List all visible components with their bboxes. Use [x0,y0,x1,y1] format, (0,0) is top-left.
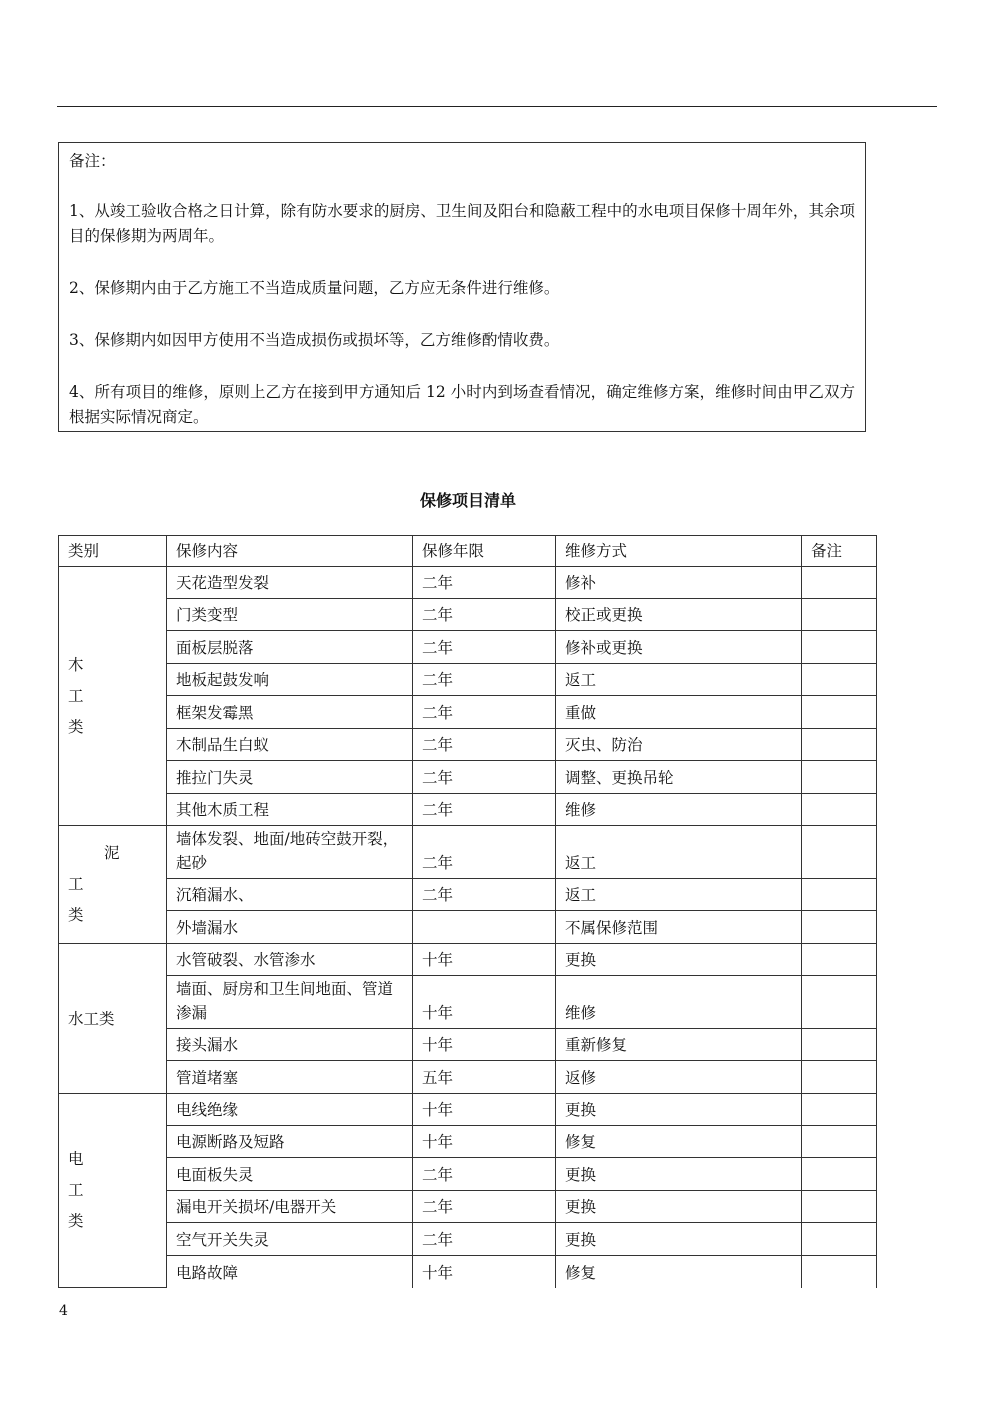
row-note [802,729,877,761]
row-period: 五年 [413,1061,556,1094]
row-content: 面板层脱落 [167,631,413,664]
row-note [802,794,877,826]
notes-box [58,142,866,432]
header-rule [57,106,937,107]
row-content: 电线绝缘 [167,1094,413,1126]
notes-item-1: 1、从竣工验收合格之日计算，除有防水要求的厨房、卫生间及阳台和隐蔽工程中的水电项目保修十周年外，其余项目的保修期为两周年。 [69,202,855,245]
row-content: 管道堵塞 [167,1061,413,1094]
row-period [413,911,556,944]
table-row [59,729,877,761]
row-method: 更换 [556,1191,802,1223]
row-content: 外墙漏水 [167,911,413,944]
row-method: 校正或更换 [556,599,802,631]
row-method: 维修 [556,794,802,826]
table-row [59,1223,877,1256]
row-note [802,631,877,664]
row-method: 更换 [556,1223,802,1256]
row-content: 电源断路及短路 [167,1126,413,1158]
row-method: 重新修复 [556,1029,802,1061]
row-content: 漏电开关损坏/电器开关 [167,1191,413,1223]
row-method: 更换 [556,1094,802,1126]
row-period: 二年 [413,879,556,911]
row-period: 二年 [413,696,556,729]
row-content: 墙体发裂、地面/地砖空鼓开裂，起砂 [167,826,413,879]
row-note [802,1256,877,1288]
table-row [59,567,877,599]
table-title: 保修项目清单 [419,491,516,510]
row-method: 修复 [556,1256,802,1288]
row-method: 返工 [556,664,802,696]
table-row [59,664,877,696]
notes-item-2: 2、保修期内由于乙方施工不当造成质量问题，乙方应无条件进行维修。 [69,279,560,297]
row-period: 二年 [413,567,556,599]
row-content: 门类变型 [167,599,413,631]
row-note [802,1094,877,1126]
row-method: 维修 [556,976,802,1029]
row-content: 天花造型发裂 [167,567,413,599]
table-row [59,976,877,1029]
table-row [59,1126,877,1158]
row-period: 二年 [413,794,556,826]
table-row [59,631,877,664]
notes-title: 备注： [69,152,116,170]
row-period: 二年 [413,826,556,879]
table-row [59,1029,877,1061]
row-period: 二年 [413,729,556,761]
table-row [59,1094,877,1126]
row-period: 十年 [413,1094,556,1126]
row-note [802,911,877,944]
row-note [802,1223,877,1256]
row-method: 修复 [556,1126,802,1158]
row-method: 修补 [556,567,802,599]
table-row [59,911,877,944]
header-category: 类别 [59,536,167,567]
table-row [59,879,877,911]
row-note [802,664,877,696]
category-electric: 电 工 类 [59,1094,167,1288]
row-note [802,1029,877,1061]
row-content: 地板起鼓发响 [167,664,413,696]
header-note: 备注 [802,536,877,567]
row-note [802,696,877,729]
row-method: 调整、更换吊轮 [556,761,802,794]
repair-items-table [58,535,877,1288]
table-row [59,696,877,729]
row-note [802,567,877,599]
row-period: 二年 [413,1191,556,1223]
row-method: 返工 [556,879,802,911]
row-period: 二年 [413,631,556,664]
table-row [59,1158,877,1191]
category-wood: 木 工 类 [59,567,167,826]
row-note [802,1191,877,1223]
category-mud: 泥 工 类 [59,826,167,944]
row-content: 其他木质工程 [167,794,413,826]
row-method: 不属保修范围 [556,911,802,944]
row-period: 十年 [413,1029,556,1061]
table-row [59,1256,877,1288]
row-note [802,761,877,794]
row-period: 二年 [413,664,556,696]
row-content: 沉箱漏水、 [167,879,413,911]
row-note [802,599,877,631]
row-period: 十年 [413,1126,556,1158]
row-content: 空气开关失灵 [167,1223,413,1256]
row-note [802,1126,877,1158]
row-content: 接头漏水 [167,1029,413,1061]
row-note [802,1158,877,1191]
row-period: 十年 [413,976,556,1029]
row-content: 墙面、厨房和卫生间地面、管道渗漏 [167,976,413,1029]
table-row [59,1061,877,1094]
row-period: 二年 [413,1223,556,1256]
row-period: 二年 [413,599,556,631]
header-content: 保修内容 [167,536,413,567]
header-period: 保修年限 [413,536,556,567]
row-content: 电路故障 [167,1256,413,1288]
row-period: 二年 [413,1158,556,1191]
category-water: 水工类 [59,944,167,1094]
page-number: 4 [59,1303,68,1319]
table-row [59,944,877,976]
row-note [802,1061,877,1094]
table-header-row [59,536,877,567]
row-note [802,976,877,1029]
notes-item-4: 4、所有项目的维修，原则上乙方在接到甲方通知后 12 小时内到场查看情况，确定维修方案，维修时间由甲乙双方根据实际情况商定。 [69,383,855,426]
row-period: 二年 [413,761,556,794]
table-row [59,761,877,794]
row-method: 修补或更换 [556,631,802,664]
header-method: 维修方式 [556,536,802,567]
row-note [802,879,877,911]
row-method: 灭虫、防治 [556,729,802,761]
row-note [802,826,877,879]
notes-item-3: 3、保修期内如因甲方使用不当造成损伤或损坏等，乙方维修酌情收费。 [69,331,560,349]
table-row [59,826,877,879]
table-row [59,599,877,631]
row-method: 更换 [556,1158,802,1191]
row-content: 电面板失灵 [167,1158,413,1191]
table-row [59,794,877,826]
row-note [802,944,877,976]
table-row [59,1191,877,1223]
row-method: 返工 [556,826,802,879]
row-method: 重做 [556,696,802,729]
row-content: 推拉门失灵 [167,761,413,794]
row-method: 更换 [556,944,802,976]
row-period: 十年 [413,1256,556,1288]
row-content: 框架发霉黑 [167,696,413,729]
row-period: 十年 [413,944,556,976]
row-content: 水管破裂、水管渗水 [167,944,413,976]
row-method: 返修 [556,1061,802,1094]
row-content: 木制品生白蚁 [167,729,413,761]
